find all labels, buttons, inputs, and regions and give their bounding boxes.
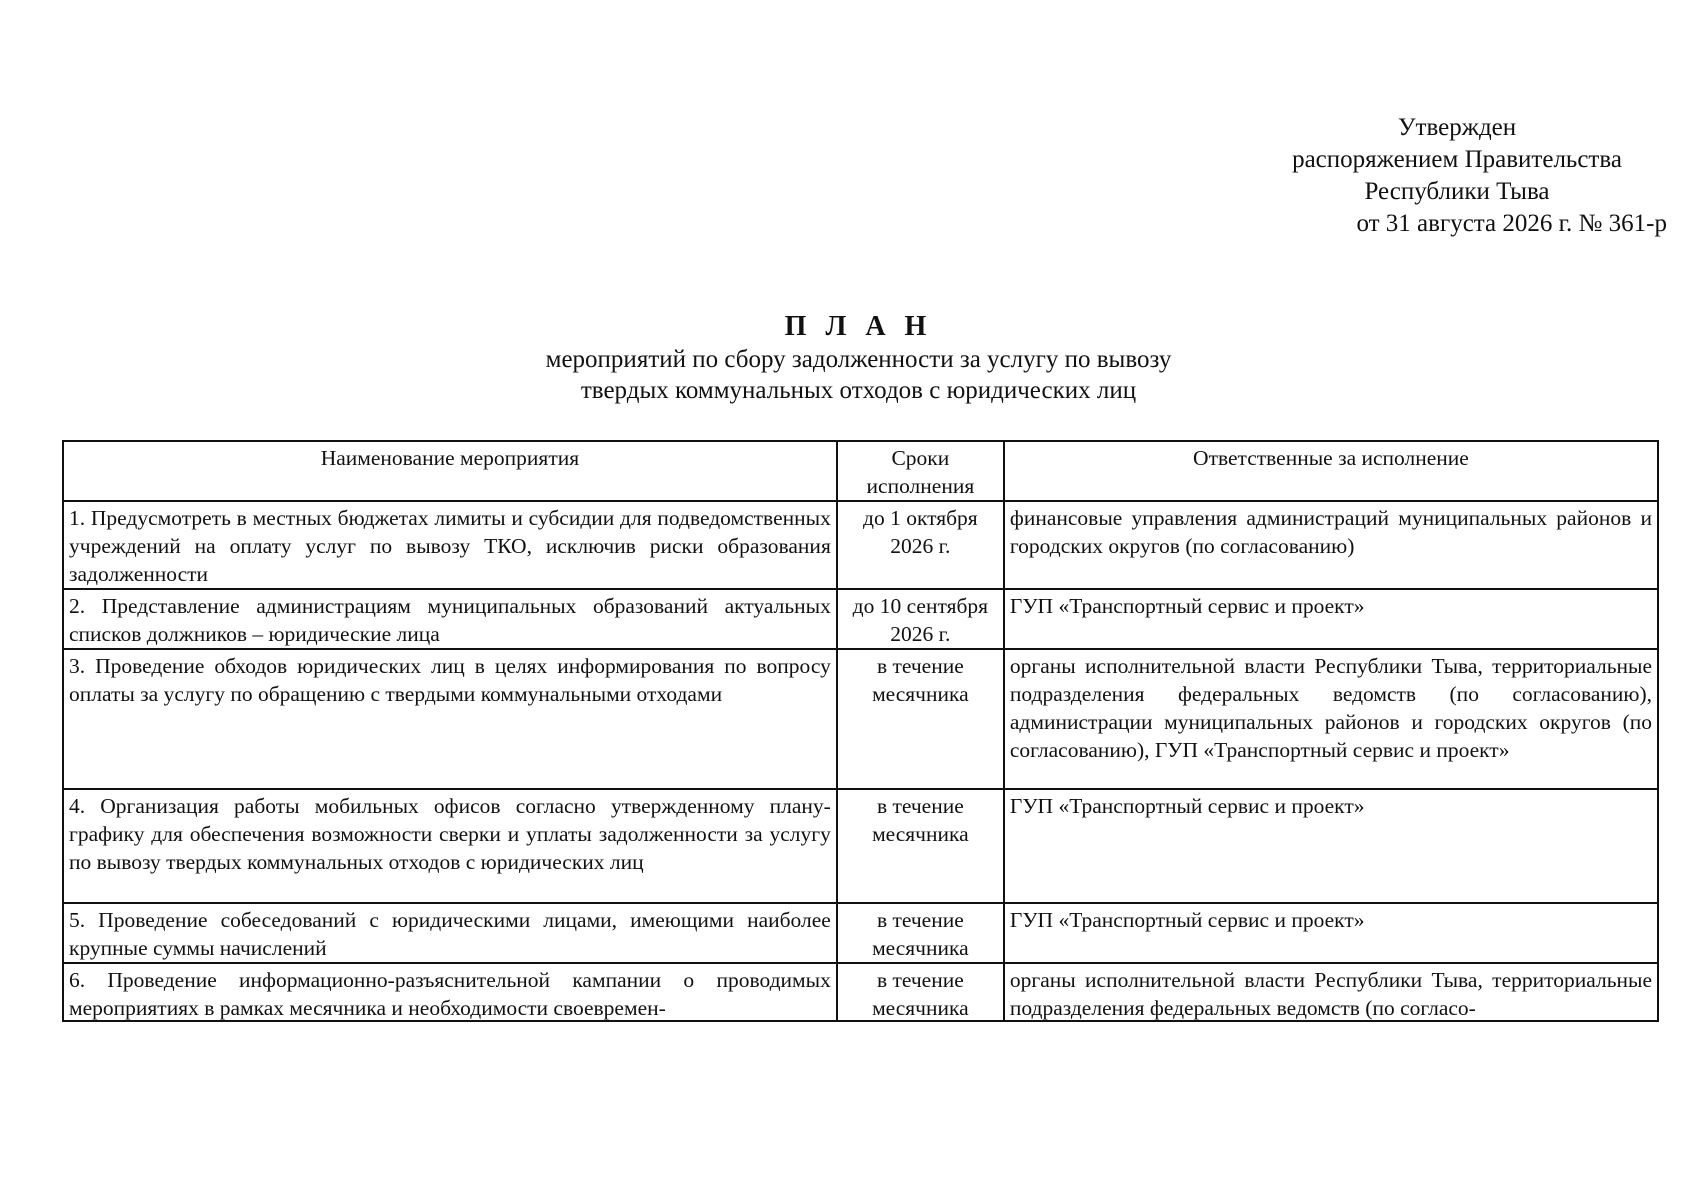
responsible-cell: ГУП «Транспортный сервис и проект» — [1004, 903, 1658, 963]
document-subtitle-line-2: твердых коммунальных отходов с юридических лиц — [580, 377, 1137, 404]
approval-stamp — [1247, 112, 1667, 240]
table-row — [63, 963, 1658, 1021]
deadline-cell — [837, 963, 1004, 1021]
responsible-cell: ГУП «Транспортный сервис и проект» — [1004, 789, 1658, 903]
table-header-row — [63, 441, 1658, 501]
header-activity-name: Наименование мероприятия — [63, 441, 837, 501]
responsible-cell: ГУП «Транспортный сервис и проект» — [1004, 589, 1658, 649]
responsible-cell: органы исполнительной власти Республики Тыва, территориальные подразделения федеральных ведомств (по согласованию), администрации муниципальных районов и городских округов (по согласованию), ГУП «Транспортный сервис и проект» — [1004, 649, 1658, 789]
table-row — [63, 589, 1658, 649]
deadline-cell: в течение месячника — [837, 649, 1004, 789]
table-row — [63, 789, 1658, 903]
deadline-cell: в течение месячника — [837, 903, 1004, 963]
table-row — [63, 903, 1658, 963]
deadline-text: в течение месячника — [872, 968, 969, 1020]
table-row — [63, 501, 1658, 589]
approval-line-republic: Республики Тыва — [1364, 178, 1550, 205]
deadline-cell: до 1 октября 2026 г. — [837, 501, 1004, 589]
deadline-cell: в течение месячника — [837, 789, 1004, 903]
activity-name-cell: 5. Проведение собеседований с юридическими лицами, имеющими наиболее крупные суммы начислений — [63, 903, 837, 963]
deadline-cell: до 10 сентября 2026 г. — [837, 589, 1004, 649]
header-deadline: Сроки исполнения — [837, 441, 1004, 501]
document-title-block — [0, 310, 1697, 406]
approval-line-approved: Утвержден — [1397, 114, 1517, 141]
document-title: П Л А Н — [784, 311, 933, 342]
activity-name-text: 6. Проведение информационно-разъяснительной кампании о проводимых мероприятиях в рамках месячника и необходимости своевремен- — [69, 968, 831, 1020]
activity-name-cell: 4. Организация работы мобильных офисов согласно утвержденному плану-графику для обеспечения возможности сверки и уплаты задолженности за услугу по вывозу твердых коммунальных отходов с юридических лиц — [63, 789, 837, 903]
plan-table — [62, 440, 1659, 1022]
document-subtitle-line-1: мероприятий по сбору задолженности за услугу по вывозу — [545, 346, 1172, 373]
approval-line-order: распоряжением Правительства — [1292, 146, 1622, 173]
activity-name-cell — [63, 963, 837, 1021]
activity-name-cell: 3. Проведение обходов юридических лиц в целях информирования по вопросу оплаты за услугу по обращению с твердыми коммунальными отходами — [63, 649, 837, 789]
table-row — [63, 649, 1658, 789]
header-responsible: Ответственные за исполнение — [1004, 441, 1658, 501]
activity-name-cell: 2. Представление администрациям муниципальных образований актуальных списков должников – юридические лица — [63, 589, 837, 649]
responsible-cell — [1004, 963, 1658, 1021]
responsible-text: органы исполнительной власти Республики Тыва, территориальные подразделения федеральных ведомств (по согласо- — [1009, 968, 1652, 1020]
responsible-cell: финансовые управления администраций муниципальных районов и городских округов (по согласованию) — [1004, 501, 1658, 589]
activity-name-cell: 1. Предусмотреть в местных бюджетах лимиты и субсидии для подведомственных учреждений на оплату услуг по вывозу ТКО, исключив риски образования задолженности — [63, 501, 837, 589]
approval-line-date: от 31 августа 2026 г. № 361-р — [1356, 210, 1667, 237]
